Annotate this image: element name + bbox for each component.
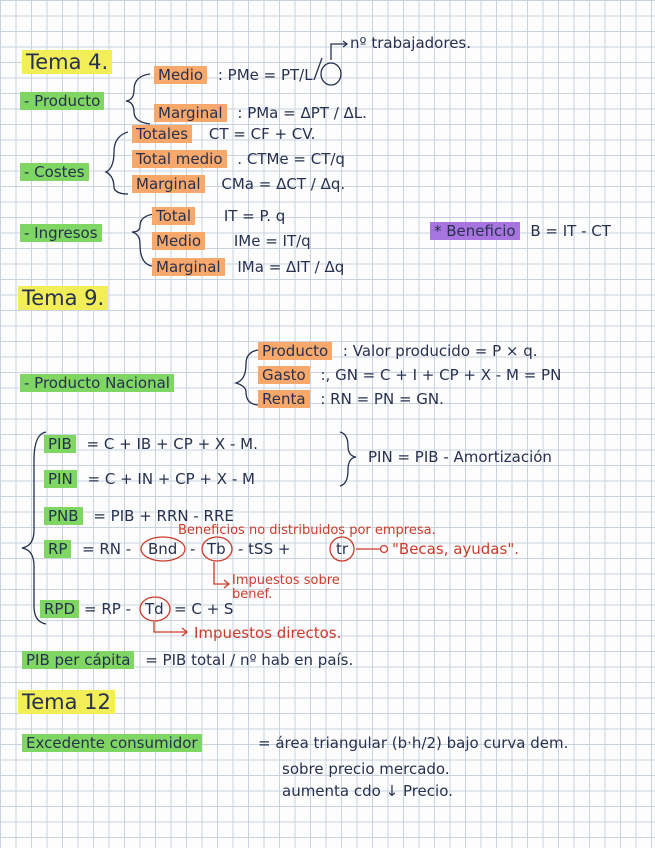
excedente-linea2: sobre precio mercado. (282, 760, 450, 778)
pn-renta: Renta : RN = PN = GN. (258, 390, 444, 408)
beneficio: * Beneficio B = IT - CT (430, 222, 611, 240)
rp-bnd: Bnd (148, 540, 178, 558)
pnb-formula: PNB = PIB + RRN - RRE (44, 507, 234, 525)
rpd-formula: RPD (40, 600, 79, 618)
pin-formula: PIN = C + IN + CP + X - M (44, 470, 255, 488)
rpd-part-a: = RP - (84, 600, 131, 618)
pib-formula: PIB = C + IB + CP + X - M. (44, 435, 258, 453)
ingresos-total: Total IT = P. q (152, 207, 285, 225)
producto-nacional-brace (236, 350, 258, 405)
costes-marginal: Marginal CMa = ΔCT / Δq. (132, 175, 345, 193)
pin-amortizacion: PIN = PIB - Amortización (368, 448, 552, 466)
producto-label: - Producto (20, 92, 104, 110)
tema12-title: Tema 12 (18, 690, 115, 714)
tb-nota: Impuestos sobre benef. (232, 573, 340, 602)
ingresos-marginal: Marginal IMa = ΔIT / Δq (152, 258, 344, 276)
rp-tb: Tb (207, 540, 226, 558)
costes-total-medio: Total medio . CTMe = CT/q (132, 150, 345, 168)
nota-trabajadores: nº trabajadores. (350, 34, 472, 52)
tema4-title: Tema 4. (22, 50, 112, 74)
pn-gasto: Gasto :, GN = C + I + CP + X - M = PN (258, 366, 561, 384)
rpd-td: Td (145, 600, 164, 618)
rp-tr: tr (336, 540, 349, 558)
pn-producto: Producto : Valor producido = P × q. (258, 342, 538, 360)
rp-sep: - (190, 540, 196, 558)
pib-pin-brace (340, 432, 356, 486)
bnd-nota: Beneficios no distribuidos por empresa. (178, 523, 436, 538)
excedente-consumidor: Excedente consumidor (22, 734, 202, 752)
tema9-left-brace (22, 432, 46, 624)
ingresos-brace (132, 214, 154, 266)
rp-formula: RP (44, 540, 71, 558)
td-nota: Impuestos directos. (194, 624, 342, 642)
ingresos-medio: Medio IMe = IT/q (152, 232, 311, 250)
costes-label: - Costes (20, 163, 89, 181)
rpd-part-b: = C + S (174, 600, 234, 618)
producto-nacional-label: - Producto Nacional (20, 374, 174, 392)
costes-brace (106, 132, 128, 194)
ingresos-label: - Ingresos (20, 224, 102, 242)
producto-medio: Medio : PMe = PT/L (154, 66, 313, 84)
costes-totales: Totales CT = CF + CV. (132, 125, 315, 143)
excedente-linea3: aumenta cdo ↓ Precio. (282, 782, 453, 800)
producto-brace (126, 74, 150, 124)
tema9-title: Tema 9. (18, 286, 108, 310)
becas-nota: "Becas, ayudas". (392, 540, 519, 558)
pib-per-capita: PIB per cápita = PIB total / nº hab en país. (22, 651, 353, 669)
excedente-linea1: = área triangular (b·h/2) bajo curva dem. (258, 734, 569, 752)
rp-part-b: - tSS + (238, 540, 291, 558)
producto-marginal: Marginal : PMa = ΔPT / ΔL. (154, 104, 367, 122)
rp-part-a: = RN - (82, 540, 132, 558)
